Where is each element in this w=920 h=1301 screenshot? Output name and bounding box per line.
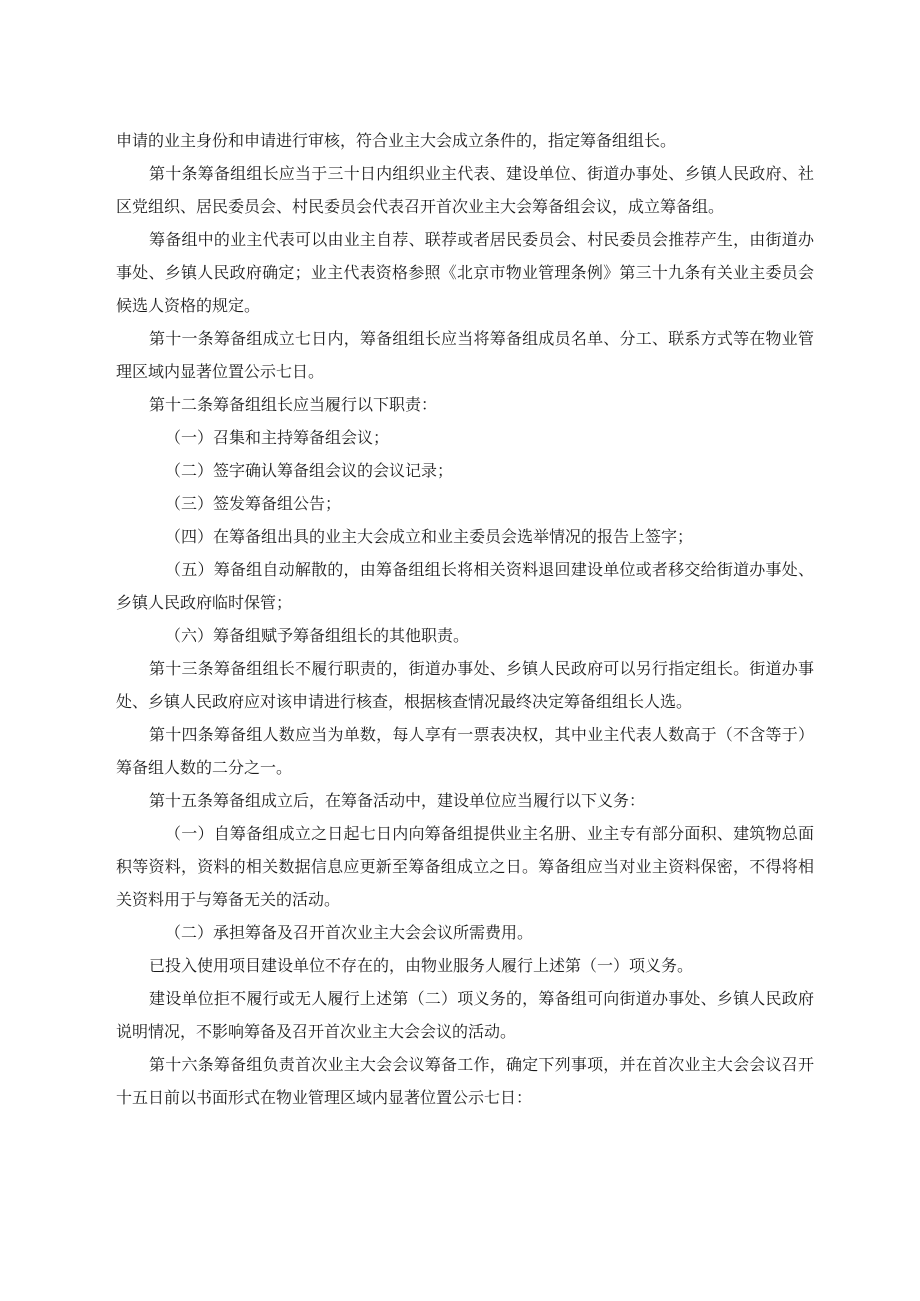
paragraph-refusal-handling: 建设单位拒不履行或无人履行上述第（二）项义务的，筹备组可向街道办事处、乡镇人民政府说明情况，不影响筹备及召开首次业主大会会议的活动。 [116, 989, 814, 1041]
paragraph-article-12: 第十二条筹备组组长应当履行以下职责： [149, 395, 438, 414]
document-body [116, 124, 814, 1114]
list-item-duty-5: （五）筹备组自动解散的，由筹备组组长将相关资料退回建设单位或者移交给街道办事处、乡镇人民政府临时保管； [116, 560, 814, 612]
list-item-duty-6: （六）筹备组赋予筹备组组长的其他职责。 [165, 626, 470, 645]
paragraph-continuation: 申请的业主身份和申请进行审核，符合业主大会成立条件的，指定筹备组组长。 [116, 131, 677, 150]
list-item-duty-3: （三）签发筹备组公告； [165, 494, 342, 513]
list-item-obligation-2: （二）承担筹备及召开首次业主大会会议所需费用。 [165, 923, 534, 942]
list-item-duty-1: （一）召集和主持筹备组会议； [165, 428, 390, 447]
list-item-obligation-1: （一）自筹备组成立之日起七日内向筹备组提供业主名册、业主专有部分面积、建筑物总面积等资料，资料的相关数据信息应更新至筹备组成立之日。筹备组应当对业主资料保密，不得将相关资料用于与筹备无关的活动。 [116, 824, 814, 909]
paragraph-article-11: 第十一条筹备组成立七日内，筹备组组长应当将筹备组成员名单、分工、联系方式等在物业管理区域内显著位置公示七日。 [116, 329, 814, 381]
list-item-duty-4: （四）在筹备组出具的业主大会成立和业主委员会选举情况的报告上签字； [165, 527, 694, 546]
paragraph-owner-representatives: 筹备组中的业主代表可以由业主自荐、联荐或者居民委员会、村民委员会推荐产生，由街道办事处、乡镇人民政府确定；业主代表资格参照《北京市物业管理条例》第三十九条有关业主委员会候选人资格的规定。 [116, 230, 814, 315]
paragraph-article-14: 第十四条筹备组人数应当为单数，每人享有一票表决权，其中业主代表人数高于（不含等于）筹备组人数的二分之一。 [116, 725, 814, 777]
paragraph-article-10: 第十条筹备组组长应当于三十日内组织业主代表、建设单位、街道办事处、乡镇人民政府、社区党组织、居民委员会、村民委员会代表召开首次业主大会筹备组会议，成立筹备组。 [116, 164, 814, 216]
paragraph-article-13: 第十三条筹备组组长不履行职责的，街道办事处、乡镇人民政府可以另行指定组长。街道办事处、乡镇人民政府应对该申请进行核查，根据核查情况最终决定筹备组组长人选。 [116, 659, 814, 711]
paragraph-service-provider-duty: 已投入使用项目建设单位不存在的，由物业服务人履行上述第（一）项义务。 [149, 956, 694, 975]
paragraph-article-15: 第十五条筹备组成立后，在筹备活动中，建设单位应当履行以下义务： [149, 791, 646, 810]
list-item-duty-2: （二）签字确认筹备组会议的会议记录； [165, 461, 454, 480]
paragraph-article-16: 第十六条筹备组负责首次业主大会会议筹备工作，确定下列事项，并在首次业主大会会议召开十五日前以书面形式在物业管理区域内显著位置公示七日： [116, 1055, 814, 1107]
